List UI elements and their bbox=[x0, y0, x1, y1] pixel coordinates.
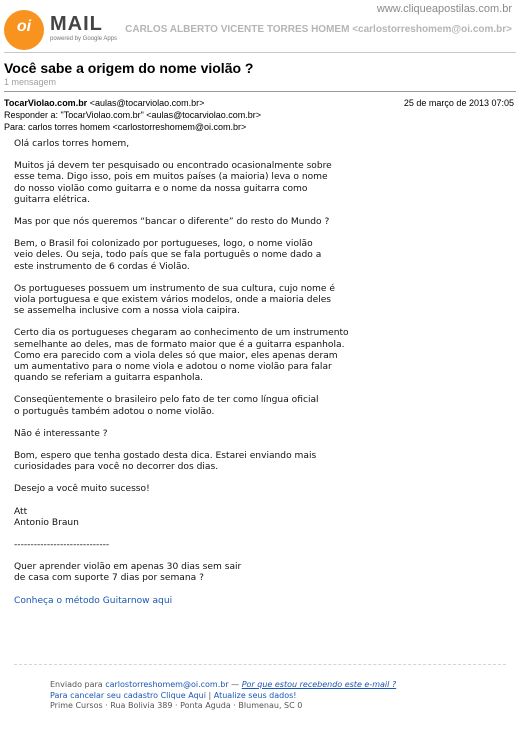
signature: Att Antonio Braun bbox=[14, 506, 79, 528]
email-footer bbox=[50, 680, 396, 712]
message-count: 1 mensagem bbox=[4, 77, 57, 87]
account-line: CARLOS ALBERTO VICENTE TORRES HOMEM <carlostorreshomem@oi.com.br> bbox=[125, 24, 512, 35]
email-subject: Você sabe a origem do nome violão ? bbox=[4, 60, 254, 76]
unsubscribe-link[interactable]: Para cancelar seu cadastro Clique Aqui bbox=[50, 690, 206, 700]
footer-pipe: | bbox=[208, 690, 212, 700]
update-data-link[interactable]: Atualize seus dados! bbox=[213, 690, 297, 700]
sent-to-prefix: Enviado para bbox=[50, 680, 103, 689]
top-divider bbox=[4, 52, 516, 53]
reply-to-line: Responder a: "TocarViolao.com.br" <aulas@tocarviolao.com.br> bbox=[4, 110, 261, 120]
body-paragraph: Os portugueses possuem um instrumento de sua cultura, cujo nome é viola portuguesa e que existem vários modelos, onde a maioria deles se assemelha inclusive com a nossa viola caipira. bbox=[14, 283, 335, 317]
from-name: TocarViolao.com.br bbox=[4, 98, 88, 108]
body-paragraph: Bem, o Brasil foi colonizado por portugueses, logo, o nome violão veio deles. Ou seja, todo país que se fala português o nome dado a este instrumento de 6 cordas é Violão. bbox=[14, 239, 322, 272]
footer-line-sent bbox=[50, 680, 396, 691]
footer-divider bbox=[14, 664, 506, 665]
body-paragraph: Mas por que nós queremos “bancar o diferente” do resto do Mundo ? bbox=[14, 217, 330, 228]
course-offer: Quer aprender violão em apenas 30 dias sem sair de casa com suporte 7 dias por semana ? bbox=[14, 562, 242, 584]
to-line: Para: carlos torres homem <carlostorreshomem@oi.com.br> bbox=[4, 122, 247, 132]
guitarnow-link[interactable]: Conheça o método Guitarnow aqui bbox=[14, 595, 173, 606]
body-paragraph: Certo dia os portugueses chegaram ao conhecimento de um instrumento semelhante ao deles, mas de formato maior que é a guitarra espanhola. Como era parecido com a viola deles só que maior, eles apenas deram um aumentativo para o nome viola e adotou o nome violão para falar quando se referiam a guitarra espanhola. bbox=[14, 328, 349, 384]
body-paragraph: Não é interessante ? bbox=[14, 428, 108, 439]
logo-oi-text: oi bbox=[16, 18, 32, 35]
body-paragraph: Olá carlos torres homem, bbox=[14, 139, 130, 149]
body-paragraph: Desejo a você muito sucesso! bbox=[14, 484, 150, 495]
email-date: 25 de março de 2013 07:05 bbox=[403, 98, 514, 108]
site-url: www.cliqueapostilas.com.br bbox=[376, 3, 512, 15]
email-header bbox=[4, 97, 514, 133]
body-paragraph: Muitos já devem ter pesquisado ou encontrado ocasionalmente sobre esse tema. Digo isso, pois em muitos países (a maioria) leva o nome do nosso violão como guitarra e o nome da nossa guitarra como guitarra elétrica. bbox=[14, 161, 332, 205]
logo-mail-text: MAIL bbox=[50, 13, 103, 35]
footer-dash: — bbox=[231, 680, 240, 689]
body-paragraph: Bom, espero que tenha gostado desta dica. Estarei enviando mais curiosidades para você no decorrer dos dias. bbox=[14, 451, 317, 473]
why-receiving-link[interactable]: Por que estou recebendo este e-mail ? bbox=[241, 680, 397, 689]
signature-divider: ----------------------------- bbox=[14, 540, 110, 551]
oi-mail-logo bbox=[4, 10, 118, 50]
from-address: <aulas@tocarviolao.com.br> bbox=[89, 98, 205, 108]
logo-powered-text: powered by Google Apps bbox=[50, 36, 118, 42]
footer-address: Prime Cursos · Rua Bolivia 389 · Ponta Aguda · Blumenau, SC 0 bbox=[50, 701, 303, 710]
recipient-email-link[interactable]: carlostorreshomem@oi.com.br bbox=[105, 680, 229, 689]
body-paragraph: Conseqüentemente o brasileiro pelo fato de ter como língua oficial o português também adotou o nome violão. bbox=[14, 395, 319, 417]
email-body bbox=[14, 139, 374, 618]
footer-line-links bbox=[50, 691, 396, 702]
header-divider bbox=[4, 91, 516, 92]
